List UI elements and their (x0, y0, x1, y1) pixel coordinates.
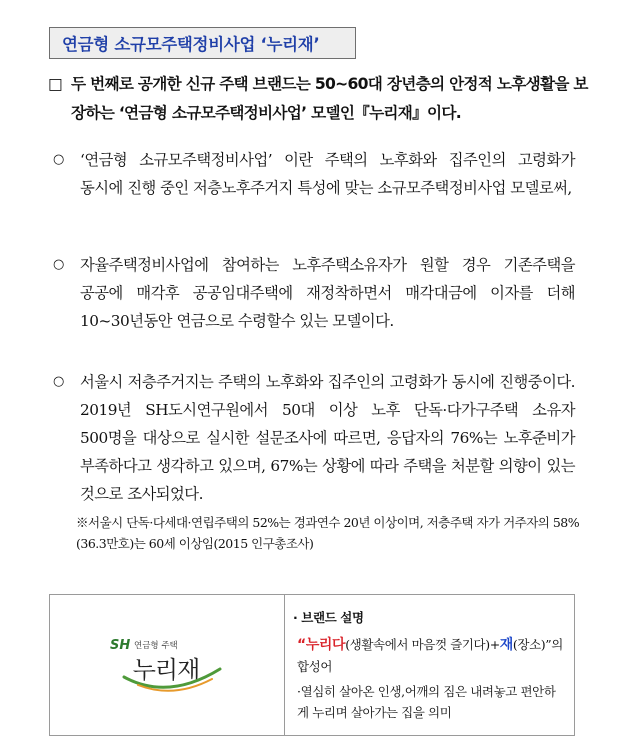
brand-table (49, 594, 575, 736)
brand-name-text: 누리재 (132, 656, 200, 684)
brand-description-heading: · 브랜드 설명 (293, 610, 364, 625)
circle-bullet-icon: ○ (53, 152, 64, 167)
brand-detail: ·열심히 살아온 인생,어깨의 짐은 내려놓고 편안하게 누리며 살아가는 집을 의미 (297, 684, 556, 720)
bullet-item-definition (53, 146, 575, 202)
lead-paragraph (48, 70, 588, 128)
word-nurida: 누리다 (305, 637, 346, 653)
section-title: 연금형 소규모주택정비사업 ‘누리재’ (62, 35, 320, 54)
brand-definition (293, 634, 566, 677)
lead-text: 두 번째로 공개한 신규 주택 브랜드는 50~60대 장년층의 안정적 노후생활을 보장하는 ‘연금형 소규모주택정비사업’ 모델인『누리재』이다. (71, 75, 588, 122)
brand-description-cell (285, 595, 574, 735)
plus-sign: + (489, 637, 500, 652)
square-bullet-icon: □ (48, 75, 63, 93)
sh-caption: 연금형 주택 (134, 641, 178, 651)
bullet-item-model (53, 251, 575, 335)
bullet-item-survey (53, 368, 575, 508)
word-nurida-meaning: (생활속에서 마음껏 즐기다) (345, 637, 490, 652)
circle-bullet-icon: ○ (53, 374, 64, 389)
bullet-text: 자율주택정비사업에 참여하는 노후주택소유자가 원할 경우 기존주택을 공공에 매각후 공공임대주택에 재정착하면서 매각대금에 이자를 더해 10~30년동안 연금으로 수령할수 있는 모델이다. (80, 256, 575, 330)
bullet-text: 서울시 저층주거지는 주택의 노후화와 집주인의 고령화가 동시에 진행중이다. 2019년 SH도시연구원에서 50대 이상 노후 단독·다가구주택 소유자 500명을 대상으로 실시한 설문조사에 따르면, 응답자의 76%는 노후준비가 부족하다고 생각하고 있으며, 67%는 상황에 따라 주택을 처분할 의향이 있는 것으로 조사되었다. (80, 373, 575, 503)
section-title-box (49, 27, 356, 59)
word-jae-meaning: (장소) (512, 637, 546, 652)
sh-mark: SH (110, 638, 131, 653)
open-quote: “ (297, 637, 306, 653)
brand-logo-cell (50, 595, 285, 735)
nurijae-logo (108, 635, 238, 699)
word-jae: 재 (499, 637, 513, 653)
footnote: ※서울시 단독·다세대·연립주택의 52%는 경과연수 20년 이상이며, 저층주택 자가 거주자의 58%(36.3만호)는 60세 이상임(2015 인구총조사) (76, 515, 580, 551)
bullet-text: ‘연금형 소규모주택정비사업’ 이란 주택의 노후화와 집주인의 고령화가 동시에 진행 중인 저층노후주거지 특성에 맞는 소규모주택정비사업 모델로써, (80, 151, 575, 197)
circle-bullet-icon: ○ (53, 257, 64, 272)
definition-close: ”의 합성어 (297, 637, 563, 674)
